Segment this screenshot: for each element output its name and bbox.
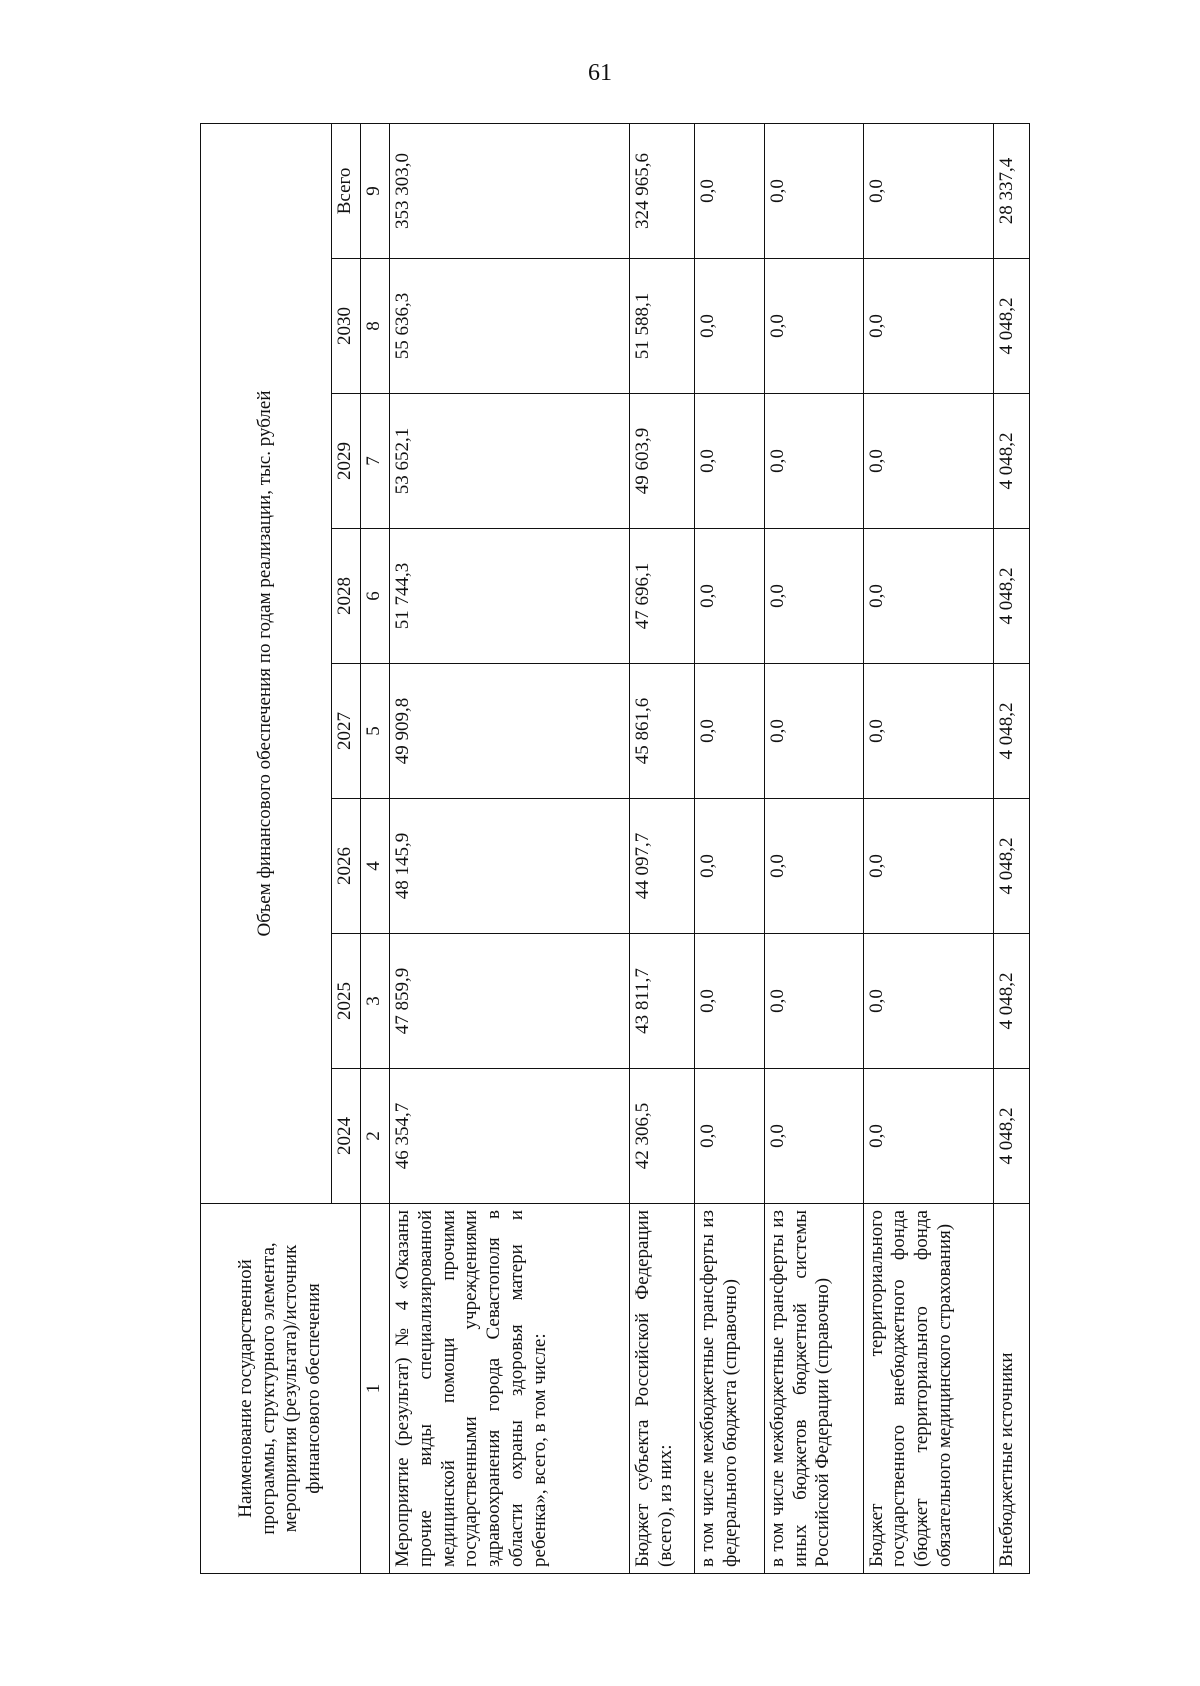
year-header: 2024 bbox=[331, 1069, 360, 1204]
year-header: 2029 bbox=[331, 394, 360, 529]
value-cell: 4 048,2 bbox=[994, 934, 1030, 1069]
value-cell: 51 744,3 bbox=[390, 529, 630, 664]
value-cell: 0,0 bbox=[764, 259, 863, 394]
value-cell: 49 909,8 bbox=[390, 664, 630, 799]
total-cell: 28 337,4 bbox=[994, 123, 1030, 258]
value-cell: 44 097,7 bbox=[630, 799, 695, 934]
column-number: 3 bbox=[360, 934, 389, 1069]
value-cell: 0,0 bbox=[764, 529, 863, 664]
value-cell: 4 048,2 bbox=[994, 259, 1030, 394]
value-cell: 0,0 bbox=[863, 934, 994, 1069]
value-cell: 0,0 bbox=[695, 529, 764, 664]
table-row bbox=[764, 123, 863, 1573]
value-cell: 42 306,5 bbox=[630, 1069, 695, 1204]
value-cell: 48 145,9 bbox=[390, 799, 630, 934]
value-cell: 0,0 bbox=[764, 394, 863, 529]
year-header: 2027 bbox=[331, 664, 360, 799]
value-cell: 0,0 bbox=[863, 529, 994, 664]
value-cell: 0,0 bbox=[863, 799, 994, 934]
value-cell: 0,0 bbox=[695, 394, 764, 529]
row-label: Внебюджетные источники bbox=[994, 1204, 1030, 1574]
row-label: в том числе межбюджетные трансферты из федерального бюджета (справочно) bbox=[695, 1204, 764, 1574]
table-row bbox=[994, 123, 1030, 1573]
value-cell: 47 696,1 bbox=[630, 529, 695, 664]
year-header: 2028 bbox=[331, 529, 360, 664]
column-number: 6 bbox=[360, 529, 389, 664]
row-label: Мероприятие (результат) № 4 «Оказаны прочие виды специализированной медицинской помощи прочими государственными учреждениями здравоохранения города Севастополя в области охраны здоровья матери и ребенка», всего, в том числе: bbox=[390, 1204, 630, 1574]
total-cell: 353 303,0 bbox=[390, 123, 630, 258]
value-cell: 0,0 bbox=[863, 394, 994, 529]
value-cell: 49 603,9 bbox=[630, 394, 695, 529]
value-cell: 51 588,1 bbox=[630, 259, 695, 394]
row-label: Бюджет территориального государственного внебюджетного фонда (бюджет территориального фонда обязательного медицинского страхования) bbox=[863, 1204, 994, 1574]
value-cell: 0,0 bbox=[764, 664, 863, 799]
financing-table bbox=[200, 123, 1030, 1574]
total-header: Всего bbox=[331, 123, 360, 258]
value-cell: 0,0 bbox=[695, 259, 764, 394]
year-header: 2025 bbox=[331, 934, 360, 1069]
value-cell: 0,0 bbox=[764, 799, 863, 934]
header-volume-cell: Объем финансового обеспечения по годам реализации, тыс. рублей bbox=[201, 123, 332, 1203]
value-cell: 43 811,7 bbox=[630, 934, 695, 1069]
column-number: 8 bbox=[360, 259, 389, 394]
value-cell: 4 048,2 bbox=[994, 394, 1030, 529]
table-row bbox=[863, 123, 994, 1573]
column-number: 9 bbox=[360, 123, 389, 258]
row-label: в том числе межбюджетные трансферты из иных бюджетов бюджетной системы Российской Федерации (справочно) bbox=[764, 1204, 863, 1574]
value-cell: 4 048,2 bbox=[994, 799, 1030, 934]
page-number: 61 bbox=[588, 60, 612, 86]
value-cell: 0,0 bbox=[695, 1069, 764, 1204]
table-row bbox=[630, 123, 695, 1573]
value-cell: 4 048,2 bbox=[994, 529, 1030, 664]
value-cell: 0,0 bbox=[863, 259, 994, 394]
column-number: 2 bbox=[360, 1069, 389, 1204]
value-cell: 0,0 bbox=[695, 664, 764, 799]
value-cell: 0,0 bbox=[863, 664, 994, 799]
value-cell: 4 048,2 bbox=[994, 664, 1030, 799]
header-name-cell: Наименование государственной программы, структурного элемента, мероприятия (результата)/источник финансового обеспечения bbox=[201, 1204, 361, 1574]
value-cell: 0,0 bbox=[863, 1069, 994, 1204]
total-cell: 324 965,6 bbox=[630, 123, 695, 258]
value-cell: 45 861,6 bbox=[630, 664, 695, 799]
table-row bbox=[390, 123, 630, 1573]
row-label: Бюджет субъекта Российской Федерации (всего), из них: bbox=[630, 1204, 695, 1574]
value-cell: 53 652,1 bbox=[390, 394, 630, 529]
column-number: 5 bbox=[360, 664, 389, 799]
value-cell: 4 048,2 bbox=[994, 1069, 1030, 1204]
value-cell: 0,0 bbox=[695, 934, 764, 1069]
value-cell: 55 636,3 bbox=[390, 259, 630, 394]
value-cell: 47 859,9 bbox=[390, 934, 630, 1069]
value-cell: 0,0 bbox=[695, 799, 764, 934]
year-header: 2026 bbox=[331, 799, 360, 934]
column-number: 4 bbox=[360, 799, 389, 934]
year-header: 2030 bbox=[331, 259, 360, 394]
column-number: 7 bbox=[360, 394, 389, 529]
total-cell: 0,0 bbox=[695, 123, 764, 258]
value-cell: 0,0 bbox=[764, 934, 863, 1069]
value-cell: 46 354,7 bbox=[390, 1069, 630, 1204]
value-cell: 0,0 bbox=[764, 1069, 863, 1204]
table-row bbox=[695, 123, 764, 1573]
total-cell: 0,0 bbox=[764, 123, 863, 258]
total-cell: 0,0 bbox=[863, 123, 994, 258]
column-number: 1 bbox=[360, 1204, 389, 1574]
rotated-table-container bbox=[200, 124, 1030, 1574]
